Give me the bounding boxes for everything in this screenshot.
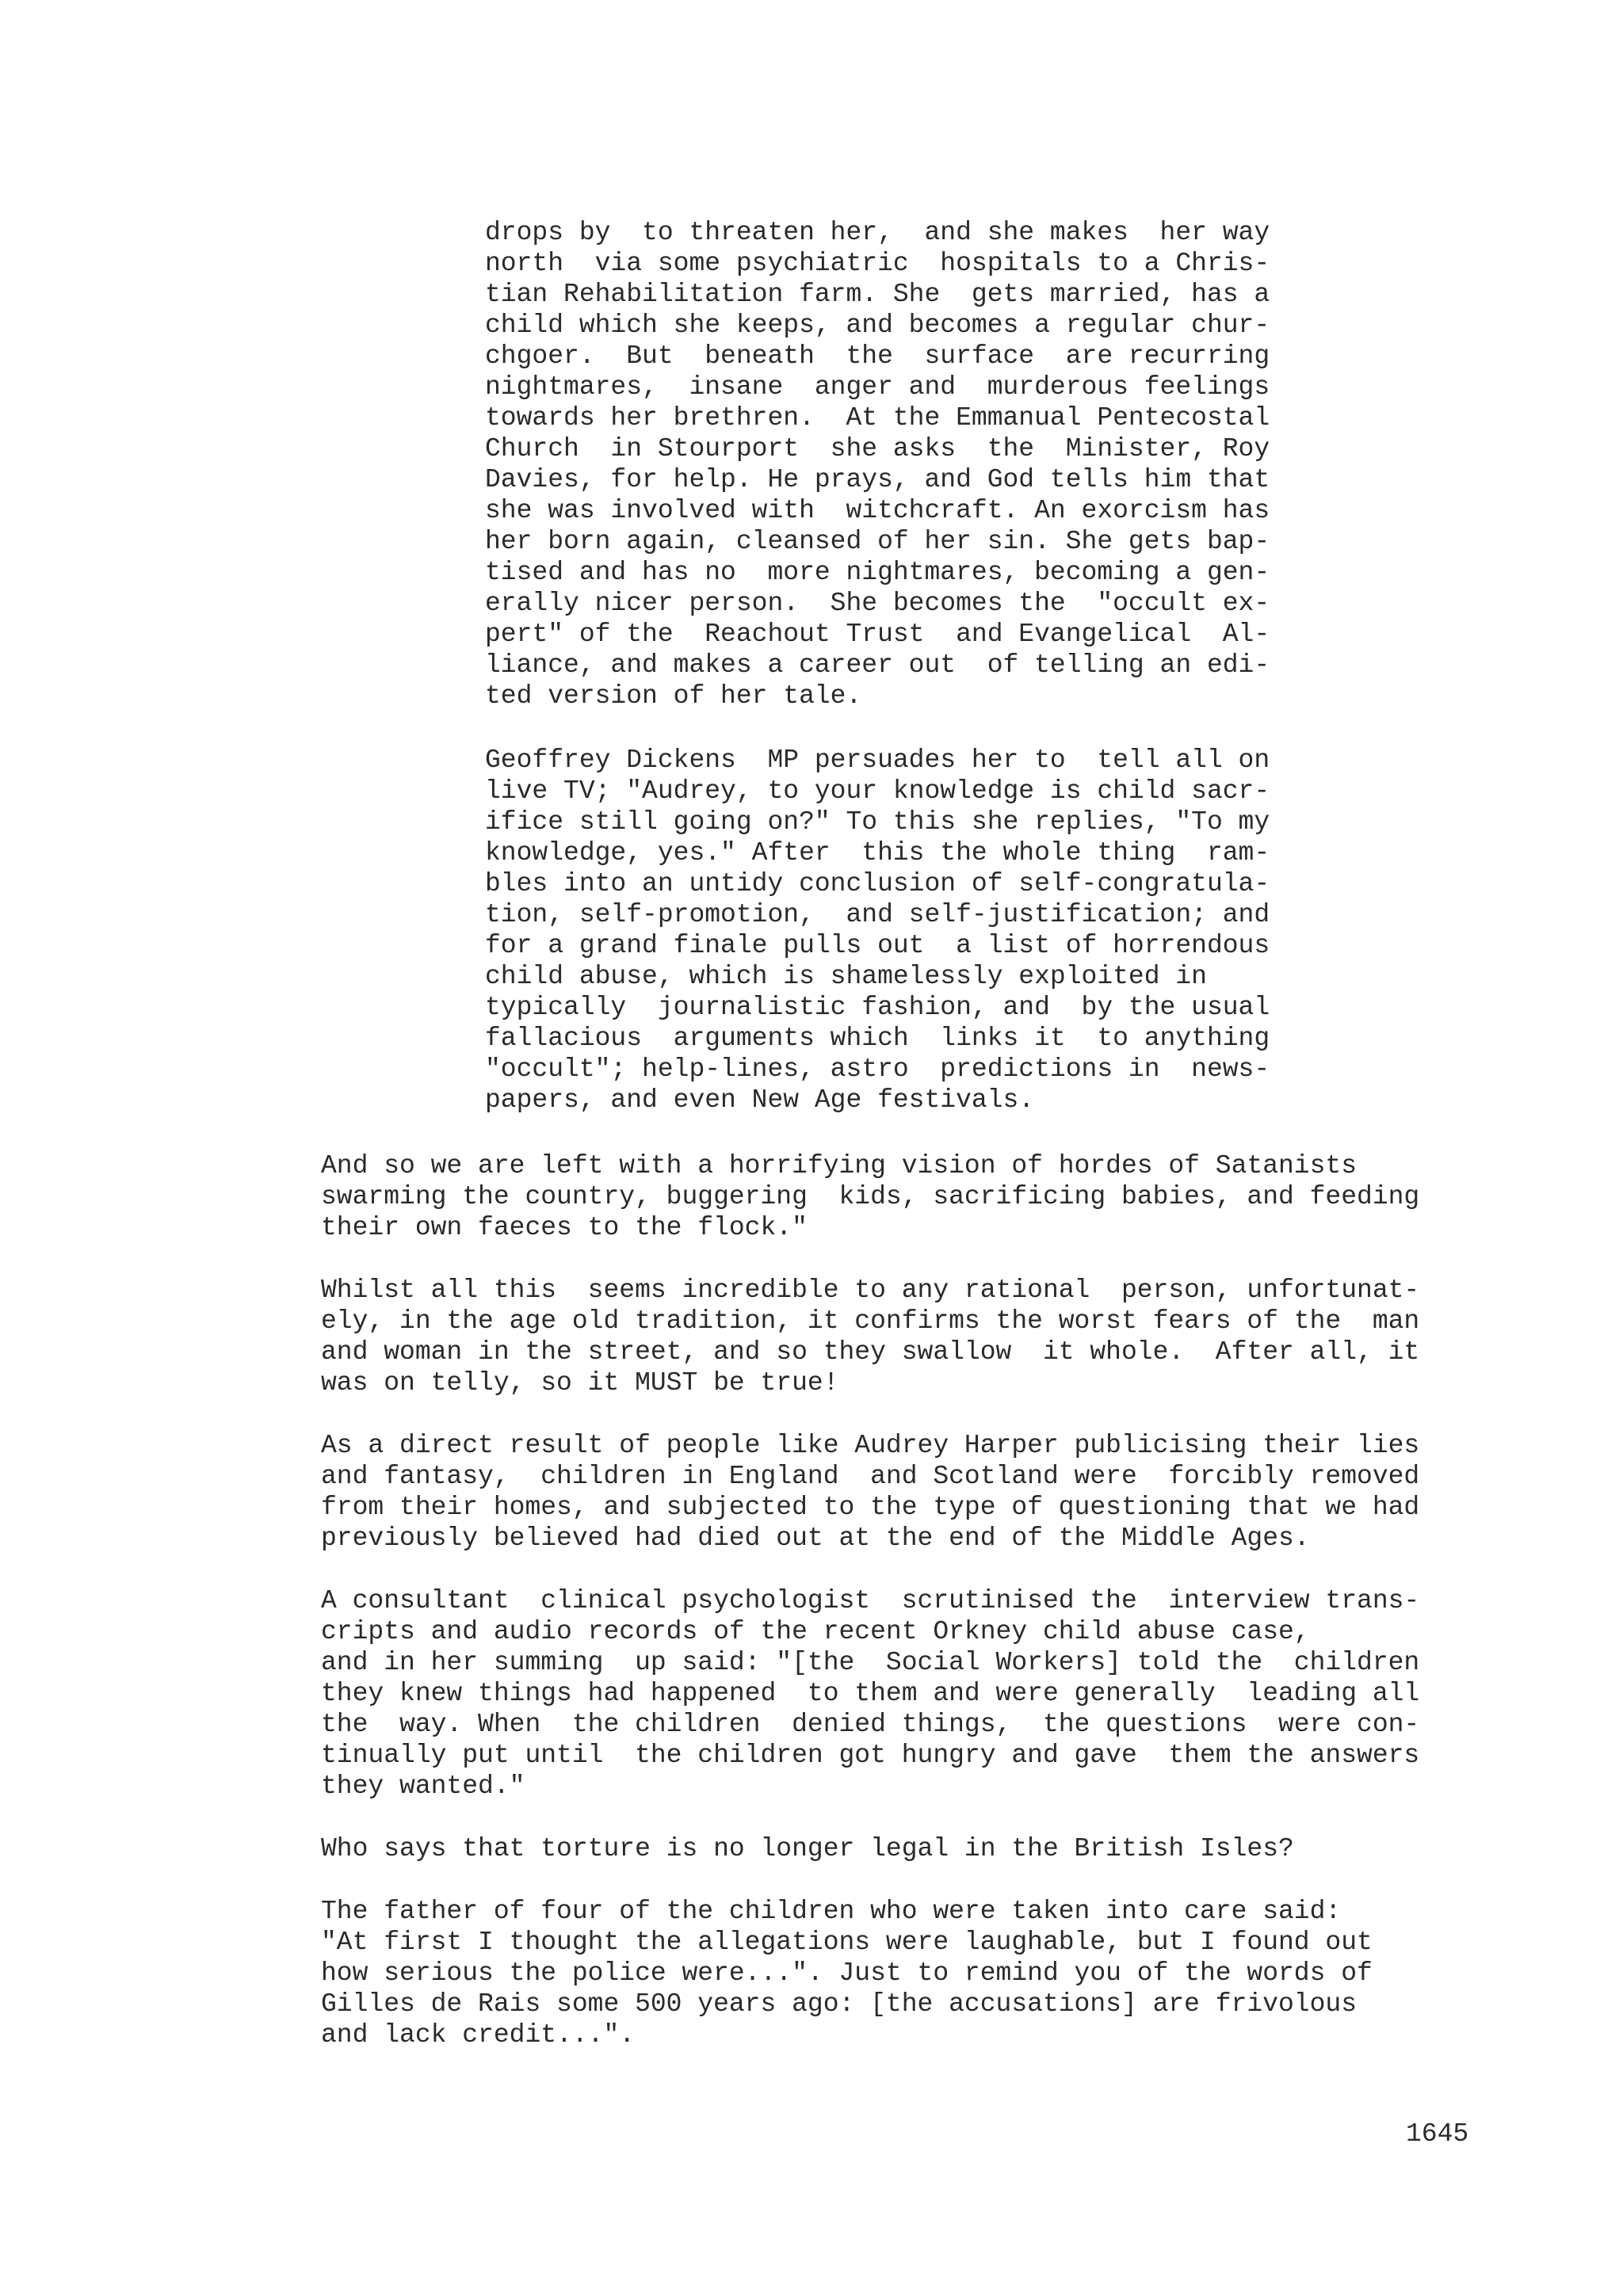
indented-quote-paragraph-1: drops by to threaten her, and she makes her way north via some psychiatric hospitals to a Chris- tian Rehabilitation farm. She gets married, has a child which she keeps, and becomes a regular chur- chgoer. But beneath the surface are recurring nightmares, insane anger and murderous feelings towards her brethren. At the Emmanual Pentecostal Church in Stourport she asks the Minister, Roy Davies, for help. He prays, and God tells him that she was involved with witchcraft. An exorcism has her born again, cleansed of her sin. She gets bap- tised and has no more nightmares, becoming a gen- erally nicer person. She becomes the "occult ex- pert" of the Reachout Trust and Evangelical Al- liance, and makes a career out of telling an edi- ted version of her tale. [485, 218, 1270, 711]
body-paragraph-4: A consultant clinical psychologist scrutinised the interview trans- cripts and audio records of the recent Orkney child abuse case, and in her summing up said: "[the Social Workers] told the children they knew things had happened to them and were generally leading all the way. When the children denied things, the questions were con- tinually put until the children got hungry and gave them the answers they wanted." [321, 1586, 1420, 1801]
body-paragraph-3: As a direct result of people like Audrey Harper publicising their lies and fantasy, children in England and Scotland were forcibly removed from their homes, and subjected to the type of questioning that we had previously believed had died out at the end of the Middle Ages. [321, 1431, 1420, 1553]
body-paragraph-6: The father of four of the children who were taken into care said: "At first I thought the allegations were laughable, but I found out how serious the police were...". Just to remind you of the words of Gilles de Rais some 500 years ago: [the accusations] are frivolous and lack credit...". [321, 1897, 1373, 2050]
body-paragraph-2: Whilst all this seems incredible to any rational person, unfortunat- ely, in the age old tradition, it confirms the worst fears of the man and woman in the street, and so they swallow it whole. After all, it was on telly, so it MUST be true! [321, 1276, 1420, 1398]
indented-quote-paragraph-2: Geoffrey Dickens MP persuades her to tell all on live TV; "Audrey, to your knowledge is child sacr- ifice still going on?" To this she replies, "To my knowledge, yes." After this the whole thing ram- bles into an untidy conclusion of self-congratula- tion, self-promotion, and self-justification; and for a grand finale pulls out a list of horrendous child abuse, which is shamelessly exploited in typically journalistic fashion, and by the usual fallacious arguments which links it to anything "occult"; help-lines, astro predictions in news- papers, and even New Age festivals. [485, 746, 1270, 1115]
body-paragraph-5: Who says that torture is no longer legal in the British Isles? [321, 1834, 1294, 1863]
body-paragraph-1: And so we are left with a horrifying vision of hordes of Satanists swarming the country, buggering kids, sacrificing babies, and feeding their own faeces to the flock." [321, 1151, 1420, 1242]
page-number: 1645 [1406, 2119, 1469, 2149]
